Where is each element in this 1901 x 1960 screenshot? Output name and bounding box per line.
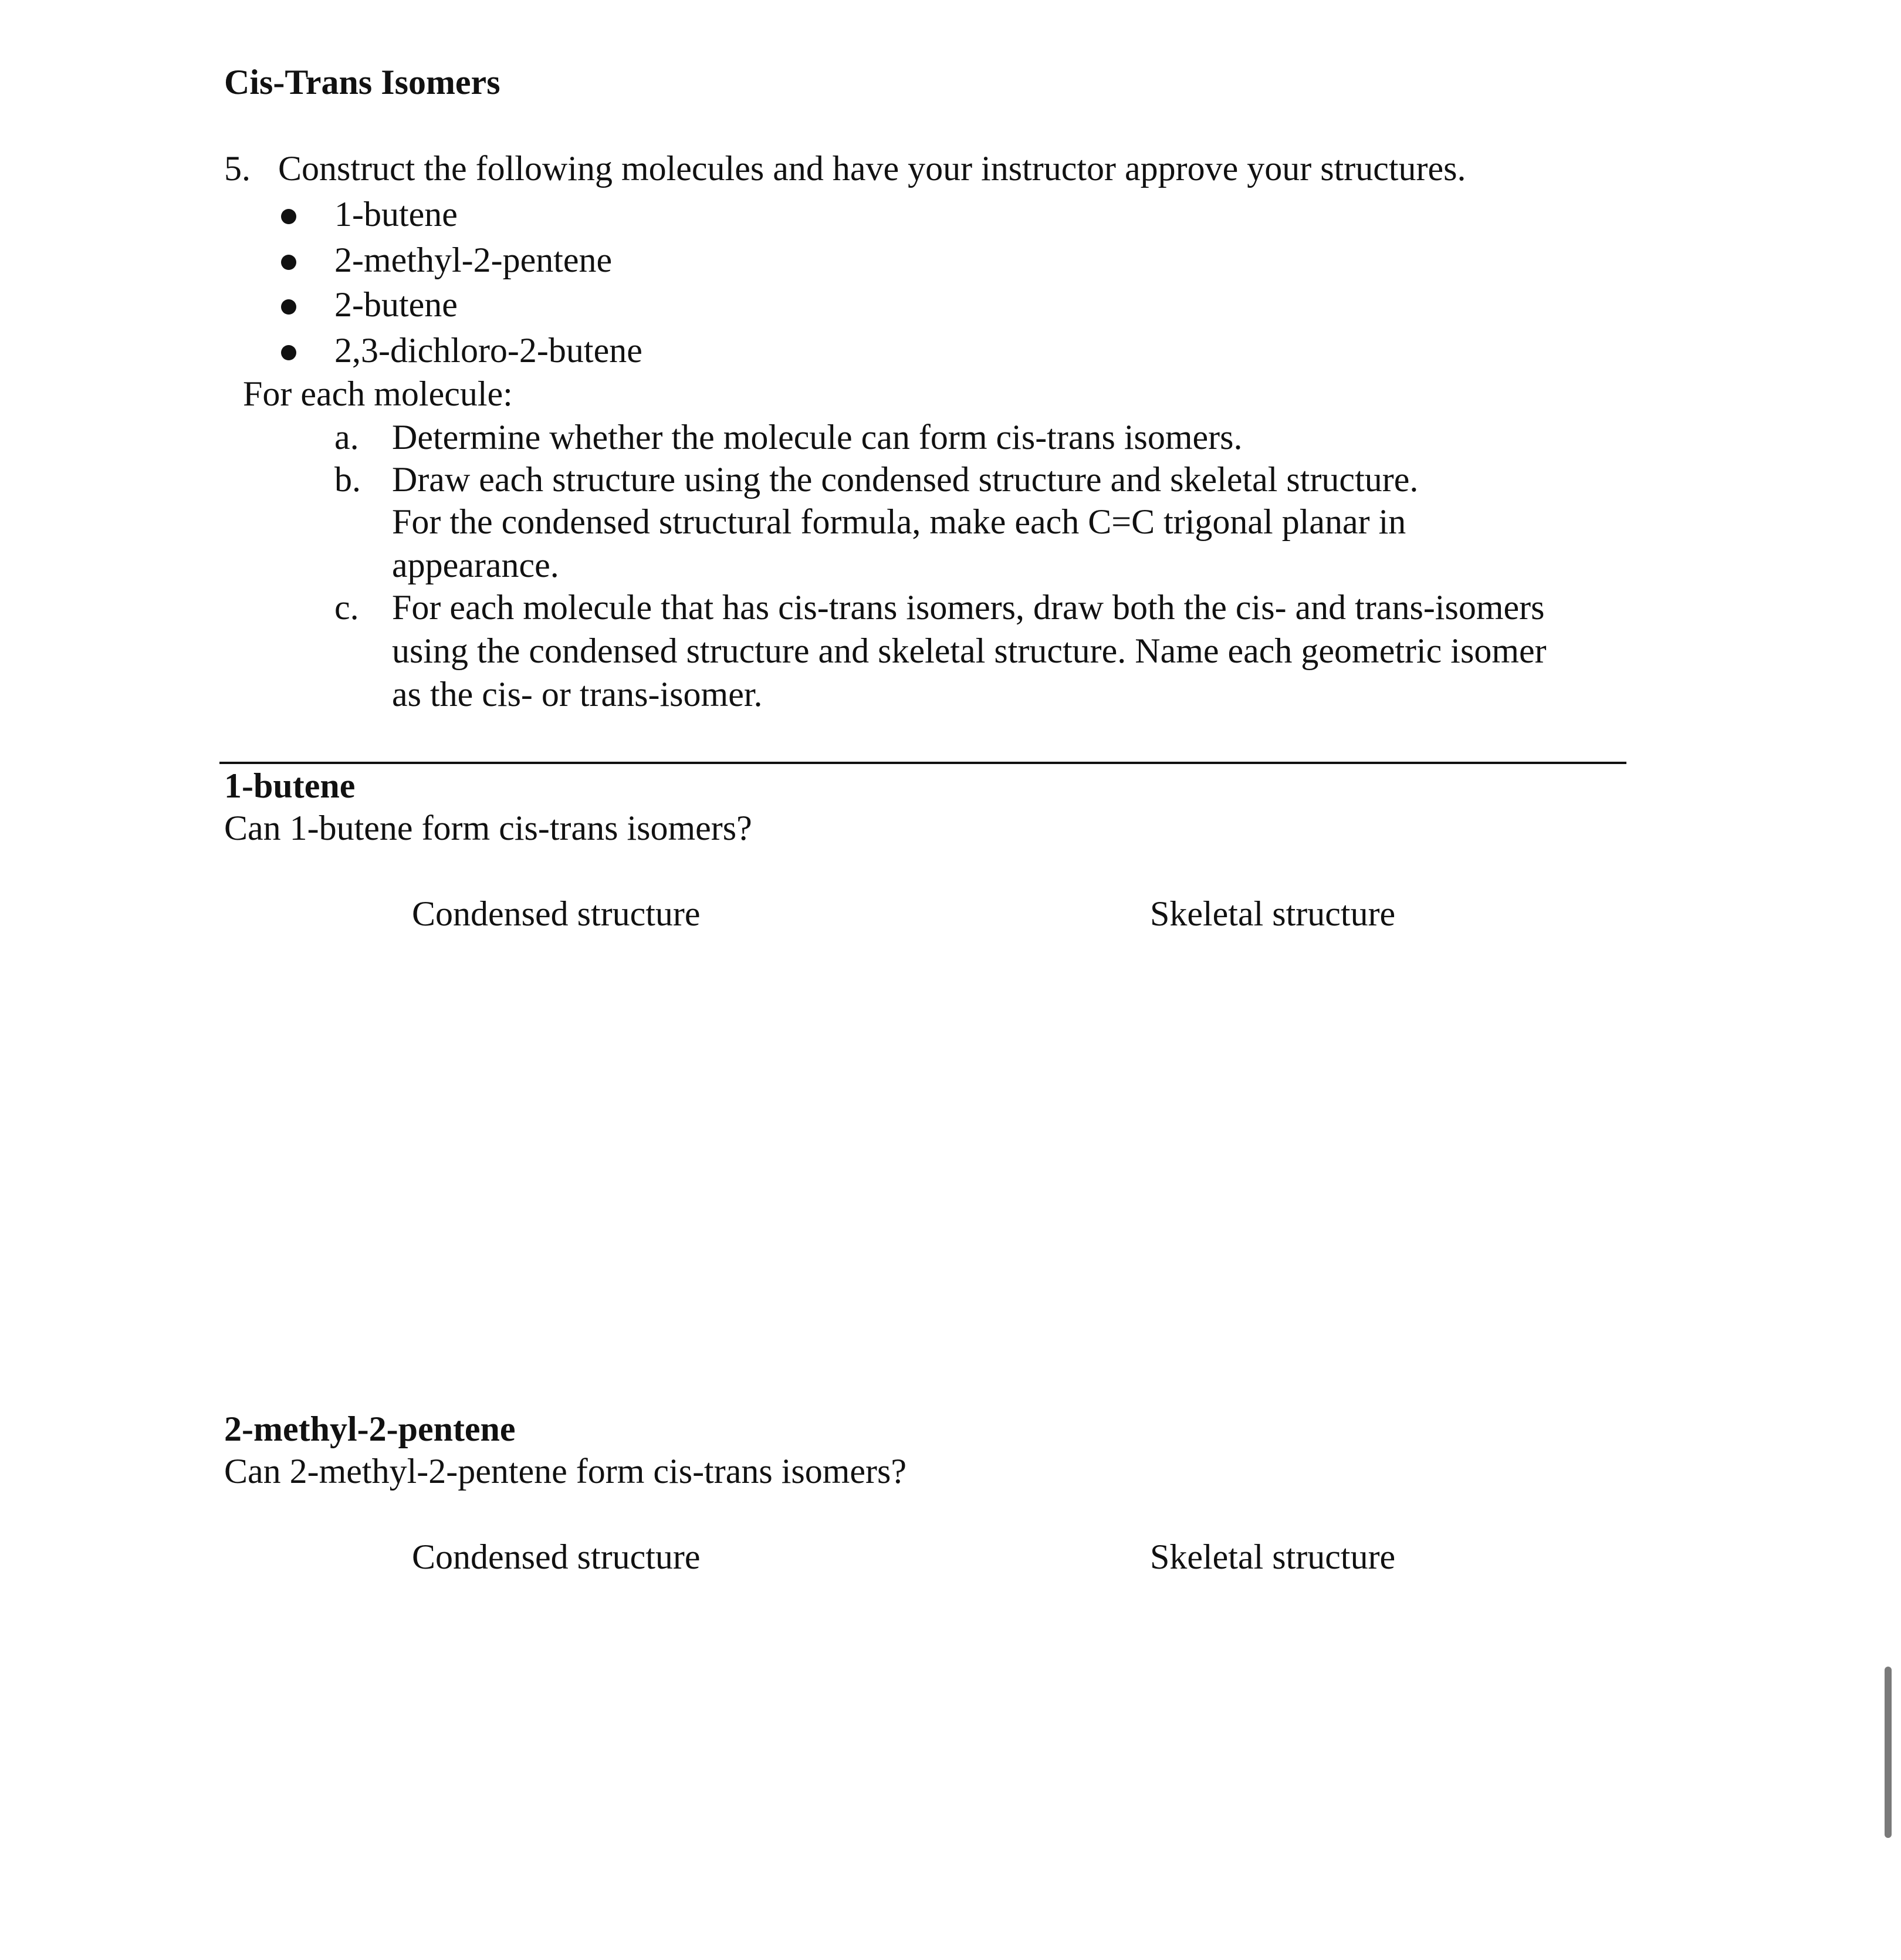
question-prompt: Construct the following molecules and have your instructor approve your structures. [278,149,1466,188]
for-each-label: For each molecule: [243,374,513,413]
question-number: 5. [224,149,251,188]
step-text: For each molecule that has cis-trans isomers, draw both the cis- and trans-isomers [392,588,1545,627]
vertical-scrollbar[interactable] [1885,1667,1892,1838]
step-text: as the cis- or trans-isomer. [392,675,763,714]
step-letter: a. [334,418,359,457]
skeletal-structure-label: Skeletal structure [1150,894,1396,933]
section-title: Cis-Trans Isomers [224,63,500,102]
section-heading: 1-butene [224,766,356,805]
bullet-dot [281,345,296,360]
step-text: using the condensed structure and skeletal structure. Name each geometric isomer [392,631,1547,670]
step-text: Draw each structure using the condensed structure and skeletal structure. [392,460,1419,499]
molecule-name: 2-butene [334,285,458,324]
step-letter: b. [334,460,361,499]
bullet-dot [281,209,296,224]
bullet-dot [281,299,296,315]
skeletal-structure-label: Skeletal structure [1150,1537,1396,1576]
molecule-name: 2,3-dichloro-2-butene [334,331,642,370]
section-heading: 2-methyl-2-pentene [224,1410,516,1448]
step-text: For the condensed structural formula, make each C=C trigonal planar in [392,502,1406,541]
condensed-structure-label: Condensed structure [412,1537,701,1576]
condensed-structure-label: Condensed structure [412,894,701,933]
molecule-name: 2-methyl-2-pentene [334,241,613,279]
section-question: Can 2-methyl-2-pentene form cis-trans isomers? [224,1452,906,1491]
section-question: Can 1-butene form cis-trans isomers? [224,809,752,847]
step-text: appearance. [392,546,559,584]
step-text: Determine whether the molecule can form cis-trans isomers. [392,418,1243,457]
bullet-dot [281,255,296,270]
molecule-name: 1-butene [334,195,458,234]
section-divider [219,762,1626,764]
step-letter: c. [334,588,359,627]
